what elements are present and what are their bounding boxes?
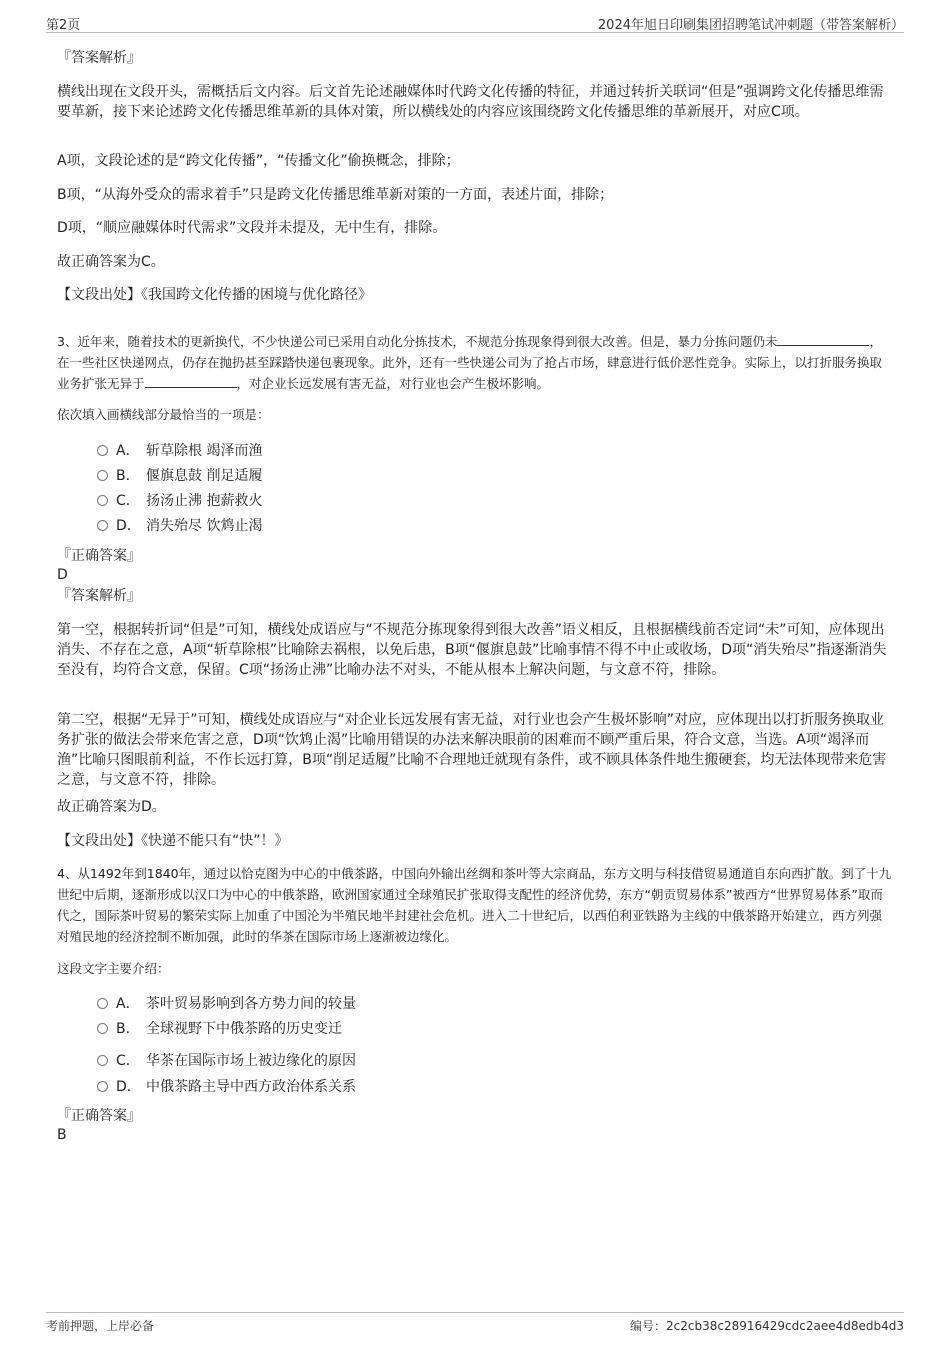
radio-icon[interactable] xyxy=(97,445,108,456)
option-text: 偃旗息鼓 削足适履 xyxy=(146,468,263,484)
page-number: 第2页 xyxy=(46,18,81,33)
analysis-option-d: D项，“顺应融媒体时代需求”文段并未提及，无中生有，排除。 xyxy=(57,220,447,236)
correct-answer: B xyxy=(57,1127,67,1143)
option-c[interactable] xyxy=(97,490,262,512)
option-text: 消失殆尽 饮鸩止渴 xyxy=(146,518,263,534)
footer-slogan: 考前押题，上岸必备 xyxy=(46,1319,155,1333)
stem-part: 3、近年来，随着技术的更新换代，不少快递公司已采用自动化分拣技术，不规范分拣现象得到很大改善。但是，暴力分拣问题仍未 xyxy=(57,334,778,349)
radio-icon[interactable] xyxy=(97,520,108,531)
radio-icon[interactable] xyxy=(97,1081,108,1092)
option-d[interactable] xyxy=(97,515,262,537)
option-text: 华茶在国际市场上被边缘化的原因 xyxy=(146,1053,356,1069)
option-b[interactable] xyxy=(97,465,262,487)
document-title: 2024年旭日印刷集团招聘笔试冲刺题（带答案解析） xyxy=(597,18,904,33)
option-d[interactable] xyxy=(97,1076,356,1098)
analysis-paragraph: 第一空，根据转折词“但是”可知，横线处成语应与“不规范分拣现象得到很大改善”语义相反，且根据横线前否定词“未”可知，应体现出消失、不存在之意，A项“斩草除根”比喻除去祸根，以免后患，B项“偃旗息鼓”比喻事情不得不中止或收场，D项“消失殆尽”指逐渐消失至没有，均符合文意，保留。C项“扬汤止沸”比喻办法不对头，不能从根本上解决问题，与文意不符，排除。 xyxy=(57,622,887,678)
analysis-option-b: B项，“从海外受众的需求着手”只是跨文化传播思维革新对策的一方面，表述片面，排除； xyxy=(57,187,614,203)
option-c[interactable] xyxy=(97,1050,356,1072)
option-letter: A． xyxy=(116,443,140,459)
code-value: 2c2cb38c28916429cdc2aee4d8edb4d3 xyxy=(666,1319,904,1333)
code-label: 编号： xyxy=(630,1319,667,1333)
answer-conclusion: 故正确答案为C。 xyxy=(57,254,165,270)
option-letter: B． xyxy=(116,1021,140,1037)
radio-icon[interactable] xyxy=(97,470,108,481)
option-text: 斩草除根 竭泽而渔 xyxy=(146,443,263,459)
option-letter: A． xyxy=(116,996,140,1012)
blank-line xyxy=(777,333,869,346)
radio-icon[interactable] xyxy=(97,1023,108,1034)
option-text: 全球视野下中俄茶路的历史变迁 xyxy=(146,1021,342,1037)
blank-line xyxy=(145,375,237,388)
question-stem xyxy=(57,331,892,394)
analysis-paragraph: 第二空，根据“无异于”可知，横线处成语应与“对企业长远发展有害无益，对行业也会产生极坏影响”对应，应体现出以打折服务换取业务扩张的做法会带来危害之意，D项“饮鸩止渴”比喻用错误的办法来解决眼前的困难而不顾严重后果，符合文意，当选。A项“竭泽而渔”比喻只图眼前利益，不作长远打算，B项“削足适履”比喻不合理地迁就现有条件，或不顾具体条件地生搬硬套，均无法体现带来危害之意，与文意不符，排除。 xyxy=(57,712,887,788)
source-citation: 【文段出处】《快递不能只有“快”！》 xyxy=(57,833,289,849)
page-header xyxy=(46,12,904,33)
analysis-label: 『答案解析』 xyxy=(57,50,141,66)
answer-label: 『正确答案』 xyxy=(57,1108,141,1124)
option-letter: C． xyxy=(116,1053,140,1069)
correct-answer: D xyxy=(57,567,68,583)
radio-icon[interactable] xyxy=(97,495,108,506)
radio-icon[interactable] xyxy=(97,998,108,1009)
option-text: 中俄茶路主导中西方政治体系关系 xyxy=(146,1079,356,1095)
stem-part: ，对企业长远发展有害无益，对行业也会产生极坏影响。 xyxy=(236,376,550,391)
option-letter: D． xyxy=(116,1079,141,1095)
document-code xyxy=(630,1317,904,1334)
option-letter: B． xyxy=(116,468,140,484)
option-letter: D． xyxy=(116,518,141,534)
option-text: 茶叶贸易影响到各方势力间的较量 xyxy=(146,996,356,1012)
option-letter: C． xyxy=(116,493,140,509)
analysis-option-a: A项，文段论述的是“跨文化传播”，“传播文化”偷换概念，排除； xyxy=(57,153,460,169)
question-stem: 4、从1492年到1840年，通过以恰克图为中心的中俄茶路，中国向外输出丝绸和茶叶等大宗商品，东方文明与科技借贸易通道自东向西扩散。到了十九世纪中后期，逐渐形成以汉口为中心的中俄茶路，欧洲国家通过全球殖民扩张取得支配性的经济优势，东方“朝贡贸易体系”被西方“世界贸易体系”取而代之，国际茶叶贸易的繁荣实际上加重了中国沦为半殖民地半封建社会危机。进入二十世纪后，以西伯利亚铁路为主线的中俄茶路开始建立，西方列强对殖民地的经济控制不断加强，此时的华茶在国际市场上逐渐被边缘化。 xyxy=(57,866,892,944)
answer-label: 『正确答案』 xyxy=(57,548,141,564)
page-footer xyxy=(46,1312,904,1337)
answer-conclusion: 故正确答案为D。 xyxy=(57,799,166,815)
option-a[interactable] xyxy=(97,440,262,462)
stem-part: ，在一些社区快递网点，仍存在抛扔甚至踩踏快递包裹现象。此外，还有一些快递公司为了抢占市场，肆意进行低价恶性竞争。实际上，以打折服务换取业务扩张无异于 xyxy=(57,334,883,391)
analysis-label: 『答案解析』 xyxy=(57,588,141,604)
radio-icon[interactable] xyxy=(97,1055,108,1066)
option-b[interactable] xyxy=(97,1018,342,1040)
option-text: 扬汤止沸 抱薪救火 xyxy=(146,493,263,509)
option-a[interactable] xyxy=(97,993,356,1015)
question-prompt: 这段文字主要介绍： xyxy=(57,961,170,976)
question-prompt: 依次填入画横线部分最恰当的一项是： xyxy=(57,407,270,422)
source-citation: 【文段出处】《我国跨文化传播的困境与优化路径》 xyxy=(57,287,372,303)
analysis-paragraph: 横线出现在文段开头，需概括后文内容。后文首先论述融媒体时代跨文化传播的特征，并通过转折关联词“但是”强调跨文化传播思维需要革新，接下来论述跨文化传播思维革新的具体对策，所以横线处的内容应该围绕跨文化传播思维的革新展开，对应C项。 xyxy=(57,84,884,120)
